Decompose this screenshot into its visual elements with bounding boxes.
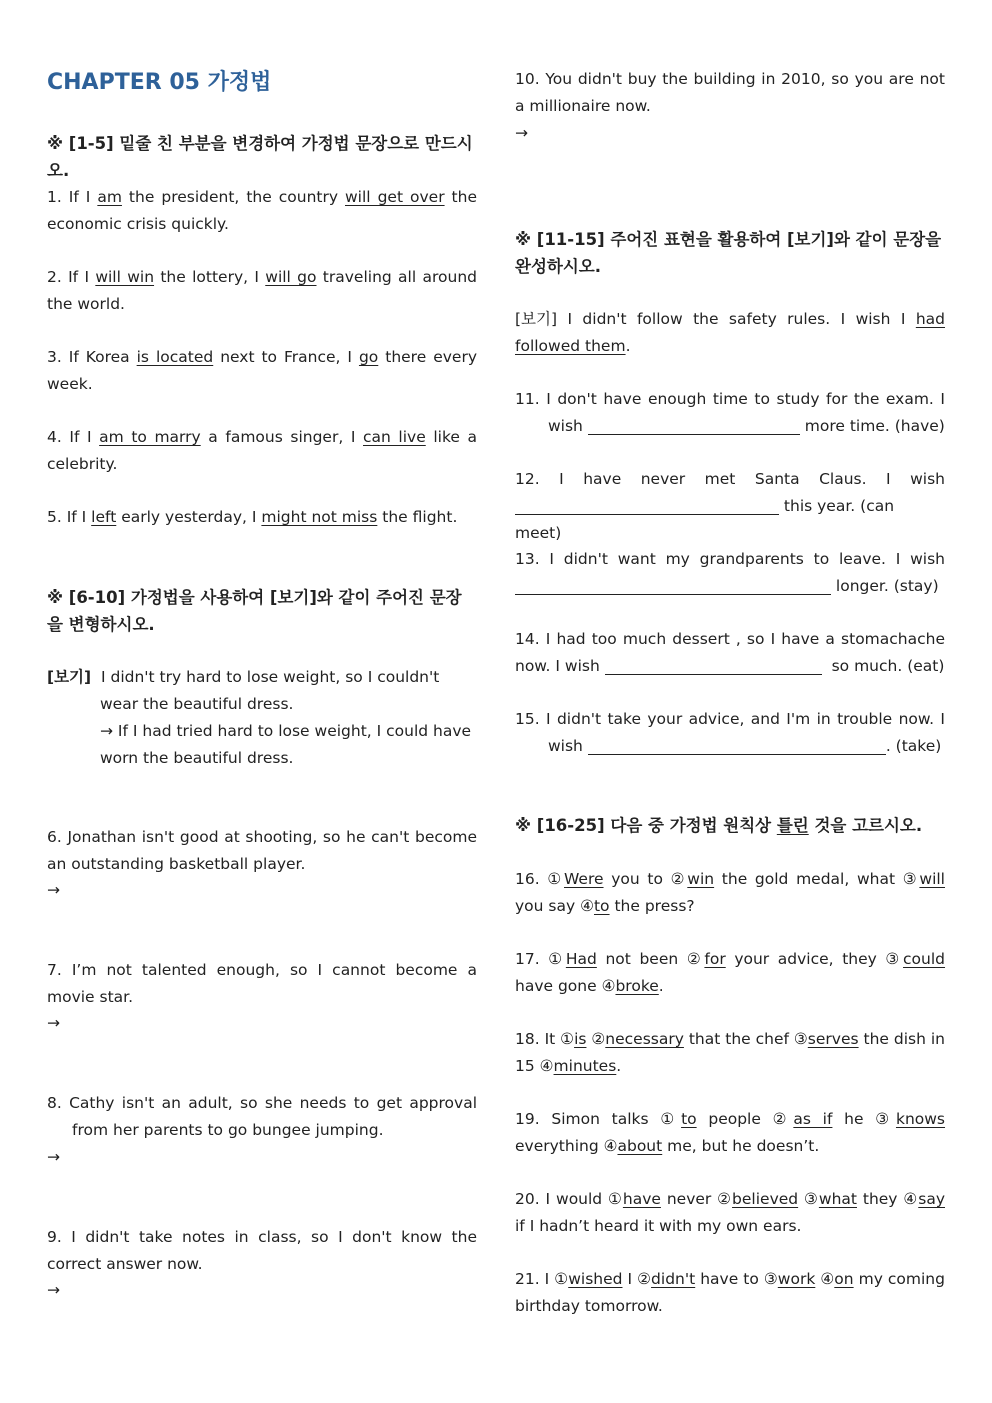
answer-arrow-9: → <box>47 1281 60 1299</box>
question-9: 9. I didn't take notes in class, so I don't know the correct answer now. <box>47 1228 477 1273</box>
answer-arrow-6: → <box>47 881 60 899</box>
example-box <box>47 664 477 772</box>
question-1: 1. If I am the president, the country will get over the economic crisis quickly. <box>47 188 477 233</box>
example-label: [보기] <box>47 668 92 686</box>
section-2-heading: ※ [6-10] 가정법을 사용하여 [보기]와 같이 주어진 문장을 변형하시오. <box>47 588 462 634</box>
question-14: 14. I had too much dessert , so I have a stomachache now. I wish so much. (eat) <box>515 630 945 675</box>
question-7: 7. I’m not talented enough, so I cannot become a movie star. <box>47 961 477 1006</box>
question-20: 20. I would ①have never ②believed ③what they ④say if I hadn’t heard it with my own ears. <box>515 1190 945 1235</box>
answer-blank-11[interactable] <box>588 416 800 435</box>
answer-blank-12[interactable] <box>515 496 779 515</box>
question-11: 11. I don't have enough time to study for the exam. I wish more time. (have) <box>515 390 945 435</box>
question-15: 15. I didn't take your advice, and I'm in trouble now. I wish . (take) <box>515 710 945 755</box>
question-8: 8. Cathy isn't an adult, so she needs to get approval from her parents to go bungee jumping. <box>47 1094 477 1139</box>
question-21: 21. I ①wished I ②didn't have to ③work ④on my coming birthday tomorrow. <box>515 1270 945 1315</box>
section-4-heading: ※ [16-25] 다음 중 가정법 원칙상 틀린 것을 고르시오. <box>515 816 923 835</box>
question-19: 19. Simon talks ①to people ②as if he ③knows everything ④about me, but he doesn’t. <box>515 1110 946 1155</box>
example-answer: → If I had tried hard to lose weight, I could have <box>100 722 472 740</box>
answer-arrow-7: → <box>47 1014 60 1032</box>
question-12: 12. I have never met Santa Claus. I wish this year. (can meet) <box>515 470 945 542</box>
question-6: 6. Jonathan isn't good at shooting, so he can't become an outstanding basketball player. <box>47 828 477 873</box>
page-title: CHAPTER 05 가정법 <box>47 70 272 95</box>
question-13: 13. I didn't want my grandparents to leave. I wish longer. (stay) <box>515 550 945 595</box>
example-line: wear the beautiful dress. <box>100 695 294 713</box>
example-11-15: [보기] I didn't follow the safety rules. I wish I had followed them. <box>515 310 945 355</box>
section-1-heading: ※ [1-5] 밑줄 친 부분을 변경하여 가정법 문장으로 만드시오. <box>47 134 473 180</box>
example-line: I didn't try hard to lose weight, so I couldn't <box>100 668 440 686</box>
question-16: 16. ①Were you to ②win the gold medal, what ③will you say ④to the press? <box>515 870 945 915</box>
answer-arrow-8: → <box>47 1148 60 1166</box>
question-4: 4. If I am to marry a famous singer, I can live like a celebrity. <box>47 428 477 473</box>
question-2: 2. If I will win the lottery, I will go traveling all around the world. <box>47 268 477 313</box>
answer-blank-15[interactable] <box>588 736 886 755</box>
question-5: 5. If I left early yesterday, I might not miss the flight. <box>47 508 458 526</box>
answer-blank-14[interactable] <box>605 656 822 675</box>
question-17: 17. ①Had not been ②for your advice, they ③could have gone ④broke. <box>515 950 946 995</box>
section-3-heading: ※ [11-15] 주어진 표현을 활용하여 [보기]와 같이 문장을 완성하시오. <box>515 230 942 276</box>
question-18: 18. It ①is ②necessary that the chef ③serves the dish in 15 ④minutes. <box>515 1030 945 1075</box>
example-answer: worn the beautiful dress. <box>100 749 294 767</box>
answer-arrow-10: → <box>515 124 528 142</box>
question-10: 10. You didn't buy the building in 2010, so you are not a millionaire now. <box>515 70 945 115</box>
answer-blank-13[interactable] <box>515 576 831 595</box>
question-3: 3. If Korea is located next to France, I go there every week. <box>47 348 477 393</box>
